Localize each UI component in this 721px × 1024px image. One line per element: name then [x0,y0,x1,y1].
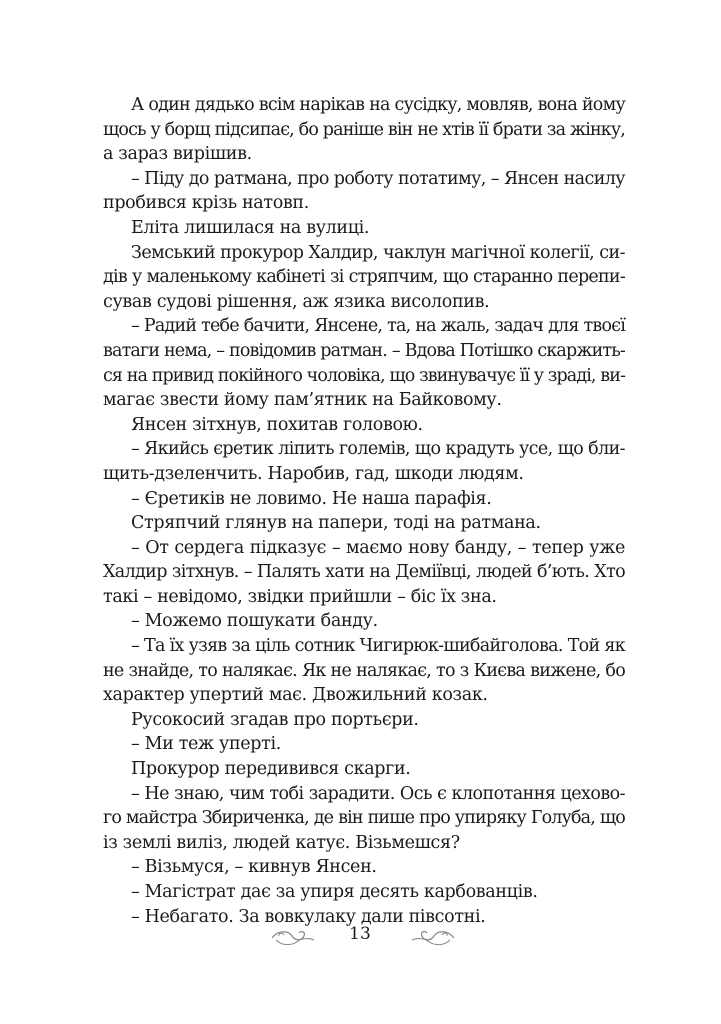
paragraph [103,757,625,782]
text-line: – Та їх узяв за ціль сотник Чигирюк-шибайголова. Той як [131,636,625,657]
body-text [103,93,625,929]
text-line: Еліта лишилася на вулиці. [131,217,370,238]
text-line: – Єретиків не ловимо. Не наша парафія. [131,488,492,509]
text-line: характер упертий має. Двожильний козак. [103,685,488,706]
text-line: – Піду до ратмана, про роботу потатиму, – Янсен насилу [131,168,625,189]
text-line: щось у борщ підсипає, бо раніше він не хтів її брати за жінку, [103,119,625,140]
text-line: – Магістрат дає за упиря десять карбованців. [131,882,538,902]
text-line: не знайде, то налякає. Як не налякає, то з Києва вижене, бо [103,660,625,681]
text-line: – Радий тебе бачити, Янсене, та, на жаль, задач для твоєї [131,316,625,337]
text-line: ватаги нема, – повідомив ратман. – Вдова Потішко скаржить- [103,340,625,361]
text-line: А один дядько всім нарікав на сусідку, мовляв, вона йому [131,95,625,115]
text-line: – Візьмуся, – кивнув Янсен. [131,857,377,878]
text-line: го майстра Збириченка, де він пише про упиряку Голуба, що [103,808,625,829]
text-line: – Можемо пошукати банду. [131,611,378,632]
paragraph [103,93,625,167]
text-line: дів у маленькому кабінеті зі стряпчим, що старанно перепи- [103,267,625,288]
text-line: такі – невідомо, звідки прийшли – біс їх зна. [103,586,497,607]
paragraph [103,536,625,610]
paragraph [103,487,625,512]
text-line: щить-дзеленчить. Наробив, гад, шкоди людям. [103,463,524,484]
text-line: із землі виліз, людей катує. Візьмешся? [103,832,460,853]
text-line: – Не знаю, чим тобі зарадити. Ось є клопотання цехово- [131,783,625,804]
text-line: пробився крізь натовп. [103,193,309,214]
paragraph [103,413,625,438]
paragraph [103,609,625,634]
text-line: Янсен зітхнув, похитав головою. [131,414,423,435]
text-line: – Небагато. За вовкулаку дали півсотні. [131,906,486,927]
paragraph [103,241,625,315]
paragraph [103,511,625,536]
text-line: – Якийсь єретик ліпить големів, що крадуть усе, що бли- [131,439,625,460]
text-line: Русокосий згадав про портьєри. [131,709,419,730]
paragraph [103,708,625,733]
text-line: Халдир зітхнув. – Палять хати на Деміївці, людей б’ють. Хто [103,562,625,583]
paragraph [103,437,625,486]
text-line: – Ми теж уперті. [131,734,281,755]
text-line: Земський прокурор Халдир, чаклун магічної колегії, си- [131,242,625,263]
text-line: сував судові рішення, аж язика висолопив. [103,291,490,312]
paragraph [103,855,625,880]
paragraph [103,167,625,216]
text-line: – От сердега підказує – маємо нову банду, – тепер уже [131,537,625,558]
page-number: 13 [349,924,371,944]
paragraph [103,634,625,708]
paragraph [103,216,625,241]
paragraph [103,314,625,412]
paragraph [103,732,625,757]
text-line: магає звести йому пам’ятник на Байковому. [103,390,502,411]
paragraph [103,880,625,905]
flourish-left-icon [270,926,316,948]
text-line: Прокурор передивився скарги. [131,759,411,780]
text-line: а зараз вирішив. [103,144,252,165]
page-footer [0,922,721,952]
text-line: ся на привид покійного чоловіка, що звинувачує її у зраді, ви- [103,365,625,386]
text-line: Стряпчий глянув на папери, тоді на ратмана. [131,513,541,534]
flourish-right-icon [410,926,456,948]
paragraph [103,782,625,856]
